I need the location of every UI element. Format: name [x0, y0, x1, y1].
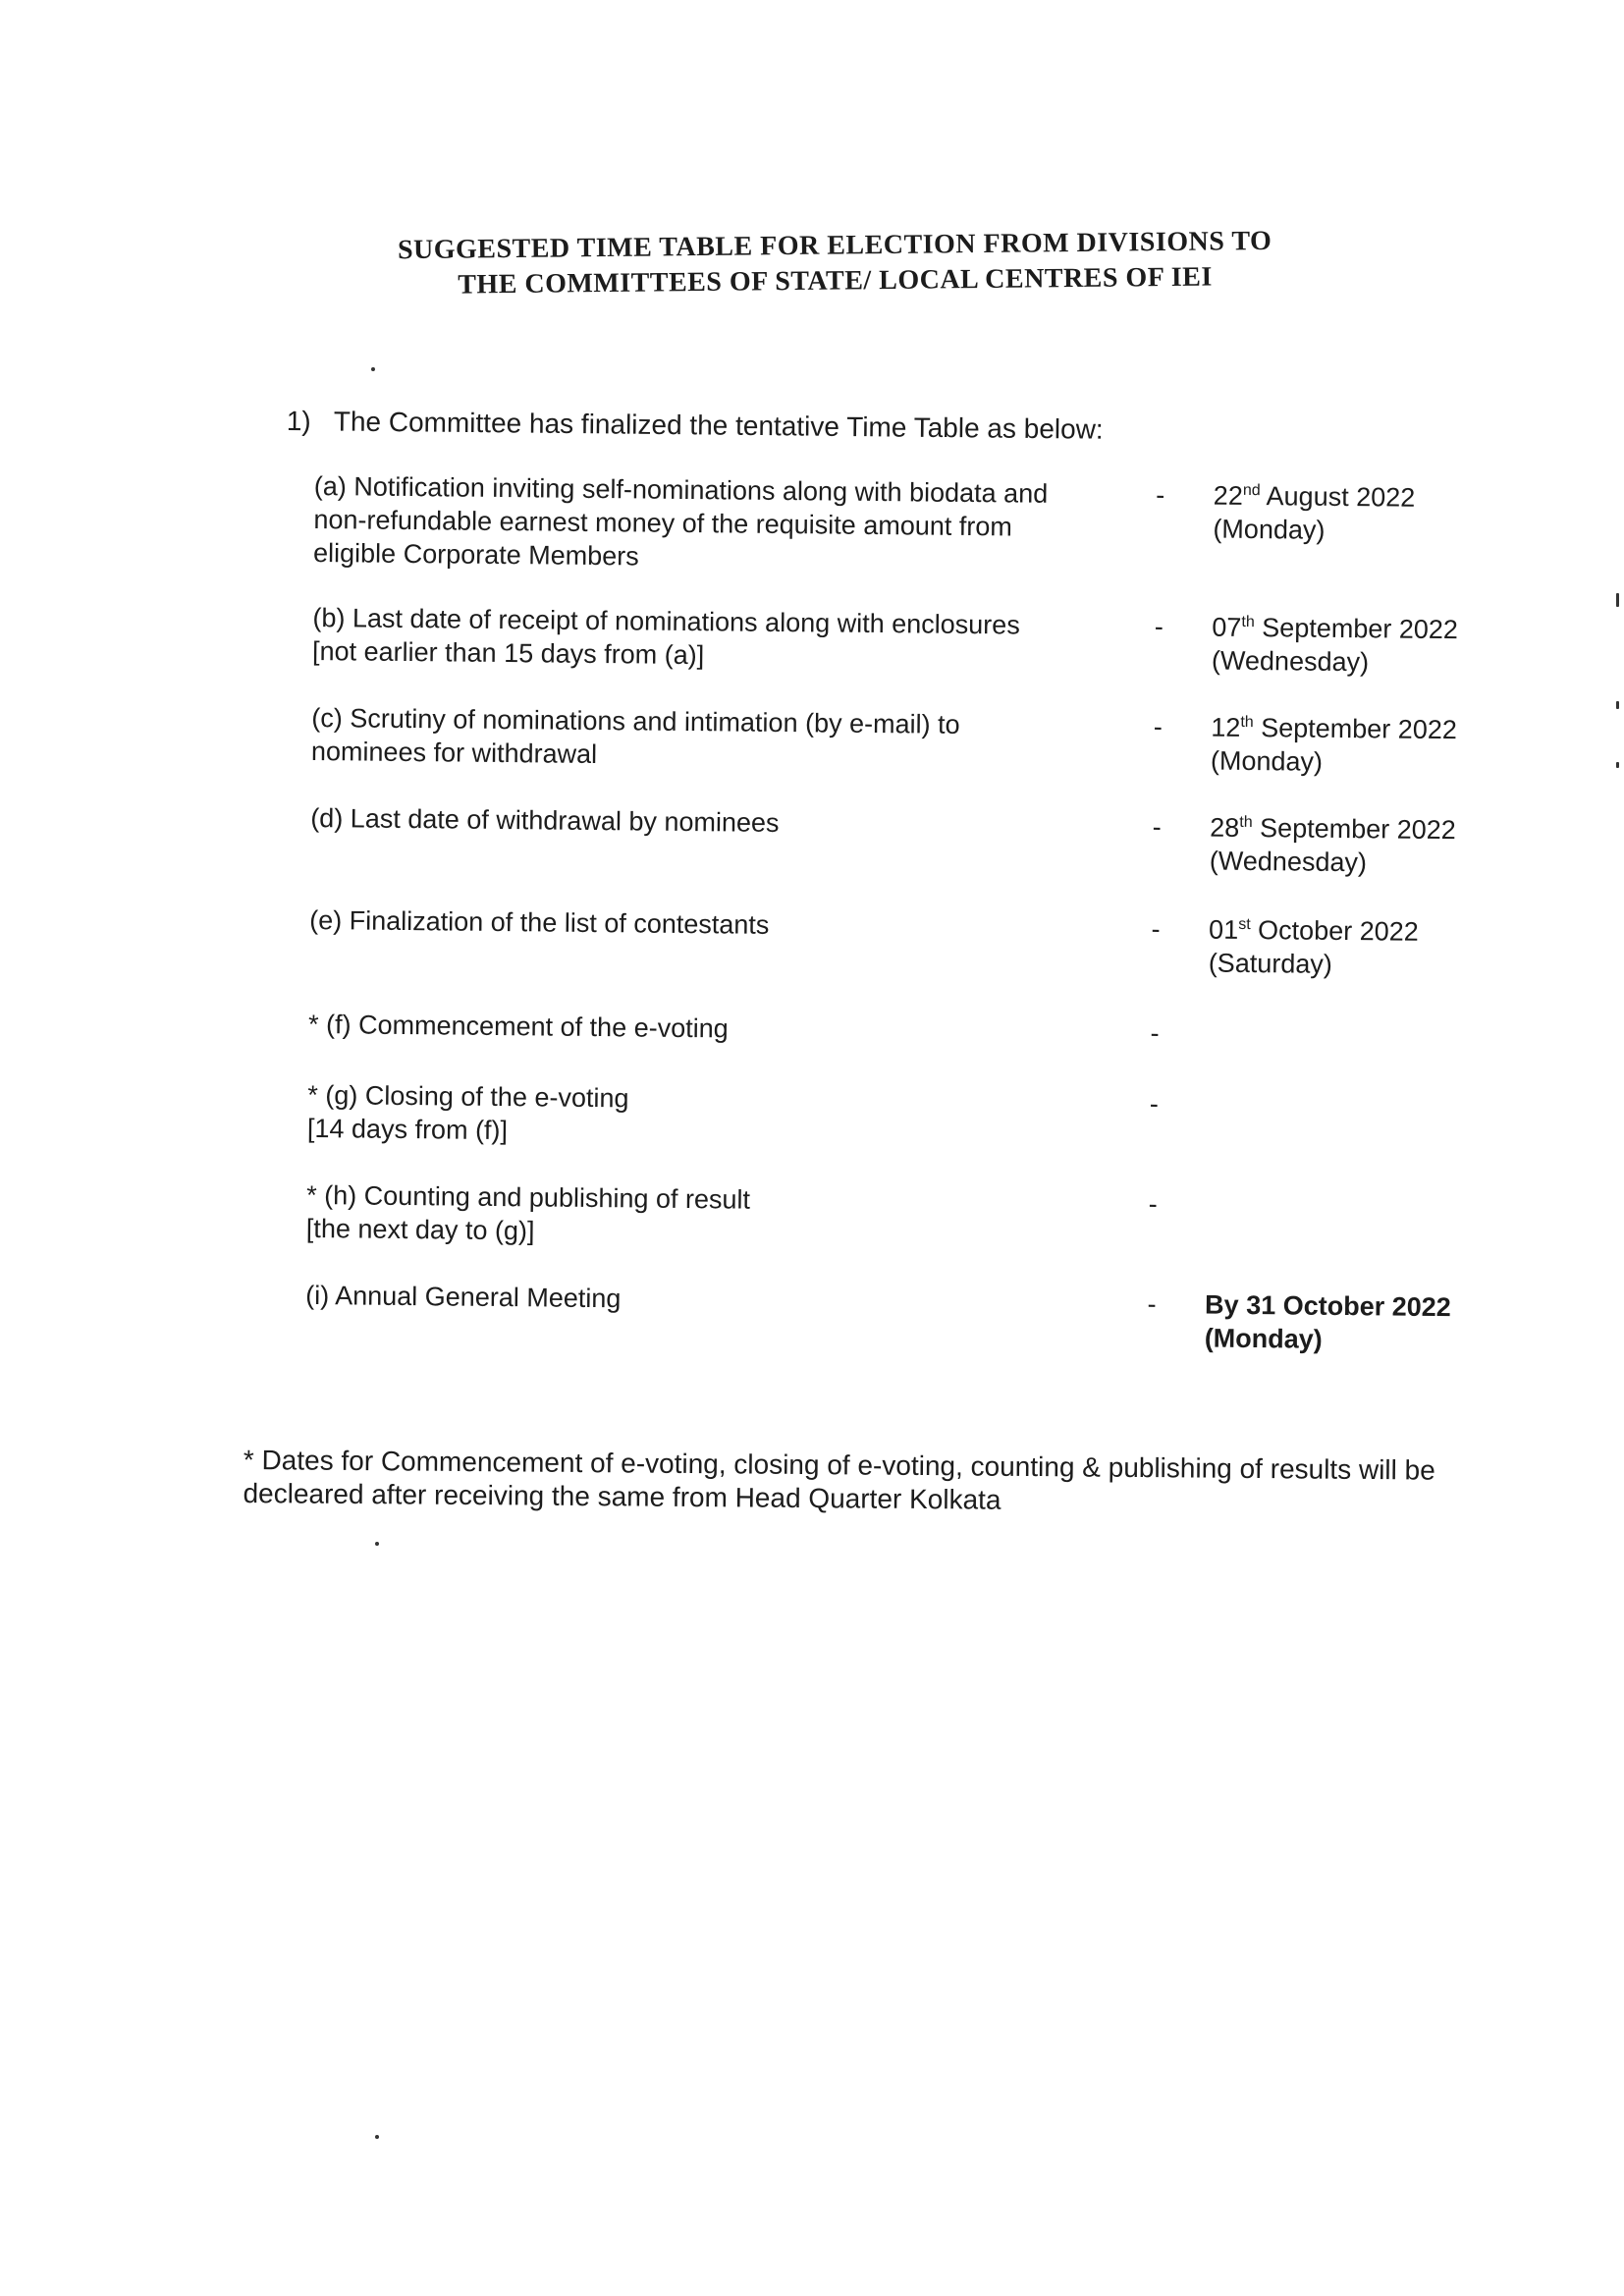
schedule-weekday: (Monday): [1204, 1323, 1323, 1354]
schedule-weekday: (Monday): [1210, 745, 1324, 777]
schedule-date: By 31 October 2022 (Monday): [1205, 1288, 1510, 1358]
document-title: [324, 223, 1346, 304]
schedule-date: 22nd August 2022 (Monday): [1213, 479, 1518, 549]
schedule-description: (e) Finalization of the list of contestants: [309, 904, 770, 940]
schedule-weekday: (Wednesday): [1211, 645, 1370, 678]
schedule-row-a: [312, 469, 1522, 572]
schedule-weekday: (Wednesday): [1209, 846, 1368, 878]
separator-dash: -: [1156, 479, 1165, 511]
schedule-row-b: [311, 601, 1521, 678]
title-line-2: THE COMMITTEES OF STATE/ LOCAL CENTRES OF IEI: [458, 261, 1213, 301]
schedule-description: * (f) Commencement of the e-voting: [307, 1009, 729, 1044]
separator-dash: -: [1147, 1288, 1157, 1320]
schedule-description: (c) Scrutiny of nominations and intimation (by e-mail) to nominees for withdrawal: [310, 702, 960, 770]
schedule-row-f: [307, 1008, 1516, 1049]
scan-speck: [1616, 762, 1619, 768]
schedule-date: 01st October 2022 (Saturday): [1209, 913, 1514, 983]
schedule-row-c: [310, 701, 1520, 777]
separator-dash: -: [1149, 1088, 1159, 1120]
intro-number: 1): [286, 405, 311, 437]
schedule-row-d: [310, 801, 1518, 878]
scan-speck: [1616, 701, 1619, 709]
footnote: [243, 1444, 1540, 1522]
separator-dash: -: [1148, 1188, 1158, 1220]
scan-speck: [371, 367, 375, 371]
schedule-row-e: [309, 903, 1517, 979]
separator-dash: -: [1153, 711, 1163, 742]
scan-speck: [375, 1542, 379, 1546]
separator-dash: -: [1152, 811, 1162, 843]
schedule-row-i: [305, 1279, 1513, 1354]
schedule-row-h: [305, 1178, 1514, 1246]
schedule-date: 28th September 2022 (Wednesday): [1210, 811, 1515, 881]
separator-dash: -: [1150, 1017, 1160, 1049]
schedule-description: * (h) Counting and publishing of result [the next day to (g)]: [305, 1179, 751, 1246]
schedule-description: * (g) Closing of the e-voting [14 days from (f)]: [306, 1079, 629, 1146]
scan-speck: [1616, 593, 1619, 607]
schedule-weekday: (Monday): [1213, 514, 1326, 545]
schedule-date: 12th September 2022 (Monday): [1211, 711, 1516, 781]
title-line-1: SUGGESTED TIME TABLE FOR ELECTION FROM DIVISIONS TO: [397, 225, 1272, 266]
scan-speck: [375, 2135, 379, 2139]
schedule-description: (i) Annual General Meeting: [305, 1280, 622, 1314]
schedule-weekday: (Saturday): [1208, 948, 1332, 979]
schedule-row-g: [306, 1078, 1516, 1146]
separator-dash: -: [1151, 913, 1161, 945]
footnote-line-1: * Dates for Commencement of e-voting, closing of e-voting, counting & publishing of results will be: [243, 1445, 1435, 1486]
schedule-date: 07th September 2022 (Wednesday): [1212, 611, 1517, 681]
schedule-description: (d) Last date of withdrawal by nominees: [310, 802, 780, 838]
intro-paragraph: [287, 405, 1104, 447]
schedule-list: [305, 469, 1522, 1354]
separator-dash: -: [1154, 611, 1164, 642]
schedule-description: (a) Notification inviting self-nominations along with biodata and non-refundable earnest money of the requisite amount from eligible Corporate Members: [312, 470, 1049, 572]
intro-text: The Committee has finalized the tentative Time Table as below:: [333, 406, 1104, 445]
schedule-description: (b) Last date of receipt of nominations along with enclosures [not earlier than 15 days from (a)]: [311, 602, 1020, 671]
footnote-line-2: decleared after receiving the same from Head Quarter Kolkata: [243, 1477, 1001, 1515]
